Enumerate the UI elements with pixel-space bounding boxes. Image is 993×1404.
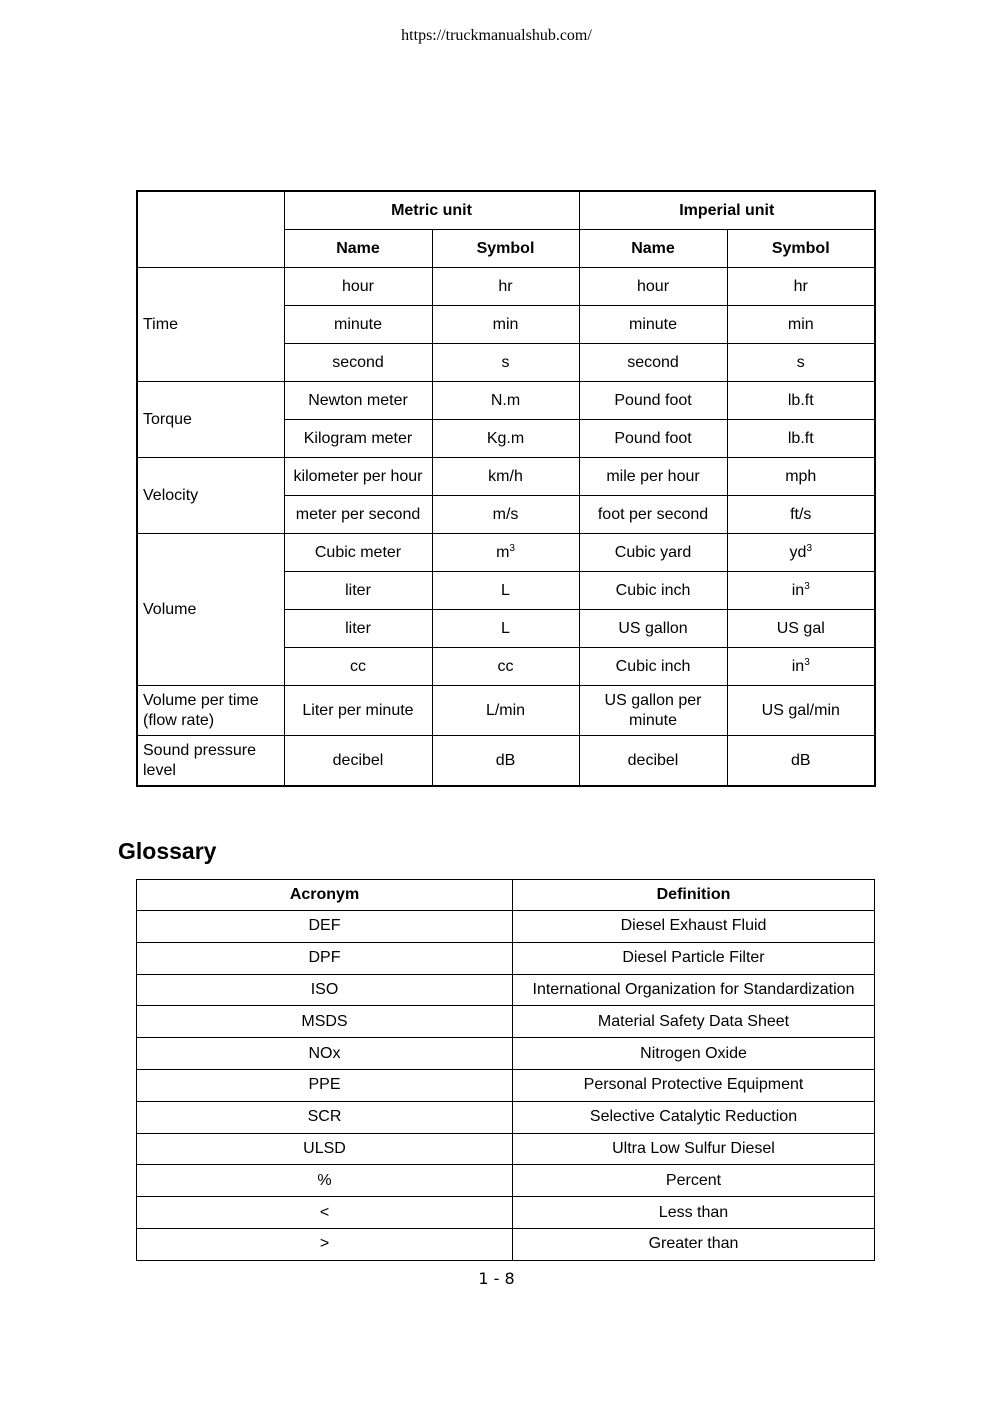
quantity-flow-rate: Volume per time (flow rate) — [137, 686, 284, 736]
acronym: % — [137, 1165, 513, 1197]
glossary-row — [137, 1165, 875, 1197]
imperial-name: minute — [579, 306, 727, 344]
metric-symbol: Kg.m — [432, 420, 579, 458]
units-row — [137, 458, 875, 496]
glossary-row — [137, 1133, 875, 1165]
metric-name: Liter per minute — [284, 686, 432, 736]
acronym: > — [137, 1228, 513, 1260]
definition: Diesel Exhaust Fluid — [513, 911, 875, 943]
imperial-symbol: hr — [727, 268, 875, 306]
imperial-name: Cubic inch — [579, 572, 727, 610]
metric-name: decibel — [284, 736, 432, 787]
imperial-symbol: mph — [727, 458, 875, 496]
acronym: DPF — [137, 942, 513, 974]
metric-symbol: dB — [432, 736, 579, 787]
definition: Selective Catalytic Reduction — [513, 1101, 875, 1133]
quantity-volume: Volume — [137, 534, 284, 686]
metric-name: second — [284, 344, 432, 382]
imperial-name: US gallon — [579, 610, 727, 648]
definition: International Organization for Standardization — [513, 974, 875, 1006]
acronym: SCR — [137, 1101, 513, 1133]
imperial-symbol: min — [727, 306, 875, 344]
quantity-torque: Torque — [137, 382, 284, 458]
metric-name: Cubic meter — [284, 534, 432, 572]
metric-symbol-superscript: 3 — [509, 542, 515, 554]
imperial-symbol — [727, 648, 875, 686]
glossary-row — [137, 974, 875, 1006]
glossary-row — [137, 1228, 875, 1260]
units-row — [137, 382, 875, 420]
metric-name: minute — [284, 306, 432, 344]
glossary-row — [137, 1101, 875, 1133]
acronym-header: Acronym — [137, 880, 513, 911]
definition: Percent — [513, 1165, 875, 1197]
metric-name: cc — [284, 648, 432, 686]
metric-symbol: L/min — [432, 686, 579, 736]
glossary-title: Glossary — [118, 838, 217, 864]
metric-unit-header: Metric unit — [284, 191, 579, 230]
metric-name: Kilogram meter — [284, 420, 432, 458]
quantity-time: Time — [137, 268, 284, 382]
units-table — [136, 190, 876, 787]
imperial-symbol-base: yd — [789, 543, 807, 561]
imperial-name: Cubic yard — [579, 534, 727, 572]
metric-name: Newton meter — [284, 382, 432, 420]
definition: Ultra Low Sulfur Diesel — [513, 1133, 875, 1165]
imperial-name: Cubic inch — [579, 648, 727, 686]
metric-name: meter per second — [284, 496, 432, 534]
imperial-symbol: US gal/min — [727, 686, 875, 736]
acronym: ISO — [137, 974, 513, 1006]
metric-name-header: Name — [284, 230, 432, 268]
imperial-symbol — [727, 572, 875, 610]
imperial-symbol: s — [727, 344, 875, 382]
imperial-name: Pound foot — [579, 420, 727, 458]
imperial-unit-header: Imperial unit — [579, 191, 875, 230]
metric-symbol: hr — [432, 268, 579, 306]
imperial-symbol — [727, 534, 875, 572]
imperial-name-header: Name — [579, 230, 727, 268]
acronym: < — [137, 1197, 513, 1229]
metric-name: liter — [284, 610, 432, 648]
definition: Greater than — [513, 1228, 875, 1260]
glossary-row — [137, 1069, 875, 1101]
metric-symbol: L — [432, 572, 579, 610]
glossary-row — [137, 1038, 875, 1070]
metric-symbol: N.m — [432, 382, 579, 420]
definition: Personal Protective Equipment — [513, 1069, 875, 1101]
units-header-row — [137, 191, 875, 230]
metric-name: kilometer per hour — [284, 458, 432, 496]
imperial-name: hour — [579, 268, 727, 306]
acronym: NOx — [137, 1038, 513, 1070]
metric-symbol-header: Symbol — [432, 230, 579, 268]
imperial-symbol-superscript: 3 — [804, 580, 810, 592]
imperial-symbol-superscript: 3 — [804, 656, 810, 668]
imperial-name: mile per hour — [579, 458, 727, 496]
imperial-symbol: lb.ft — [727, 382, 875, 420]
units-row — [137, 736, 875, 787]
imperial-name: Pound foot — [579, 382, 727, 420]
glossary-table — [136, 879, 875, 1261]
glossary-row — [137, 911, 875, 943]
metric-name: liter — [284, 572, 432, 610]
units-row — [137, 686, 875, 736]
definition: Diesel Particle Filter — [513, 942, 875, 974]
definition: Less than — [513, 1197, 875, 1229]
metric-symbol: cc — [432, 648, 579, 686]
quantity-sound-pressure: Sound pressure level — [137, 736, 284, 787]
imperial-name: foot per second — [579, 496, 727, 534]
header-url: https://truckmanualshub.com/ — [401, 27, 592, 44]
acronym: DEF — [137, 911, 513, 943]
imperial-symbol: lb.ft — [727, 420, 875, 458]
imperial-symbol: ft/s — [727, 496, 875, 534]
page-number: 1 - 8 — [478, 1269, 515, 1288]
glossary-row — [137, 942, 875, 974]
glossary-row — [137, 1006, 875, 1038]
quantity-velocity: Velocity — [137, 458, 284, 534]
glossary-row — [137, 1197, 875, 1229]
imperial-name: second — [579, 344, 727, 382]
units-row — [137, 268, 875, 306]
metric-symbol: s — [432, 344, 579, 382]
definition-header: Definition — [513, 880, 875, 911]
metric-symbol: m/s — [432, 496, 579, 534]
acronym: MSDS — [137, 1006, 513, 1038]
acronym: PPE — [137, 1069, 513, 1101]
definition: Material Safety Data Sheet — [513, 1006, 875, 1038]
metric-symbol-base: m — [496, 543, 510, 561]
metric-symbol: min — [432, 306, 579, 344]
units-corner-cell — [137, 191, 284, 268]
metric-symbol: km/h — [432, 458, 579, 496]
imperial-symbol-header: Symbol — [727, 230, 875, 268]
imperial-symbol-base: in — [791, 581, 805, 599]
glossary-header-row — [137, 880, 875, 911]
units-row — [137, 534, 875, 572]
imperial-symbol-base: in — [791, 657, 805, 675]
imperial-symbol: US gal — [727, 610, 875, 648]
imperial-symbol-superscript: 3 — [806, 542, 812, 554]
imperial-name: US gallon per minute — [579, 686, 727, 736]
imperial-symbol: dB — [727, 736, 875, 787]
imperial-name: decibel — [579, 736, 727, 787]
acronym: ULSD — [137, 1133, 513, 1165]
metric-symbol — [432, 534, 579, 572]
metric-symbol: L — [432, 610, 579, 648]
definition: Nitrogen Oxide — [513, 1038, 875, 1070]
metric-name: hour — [284, 268, 432, 306]
